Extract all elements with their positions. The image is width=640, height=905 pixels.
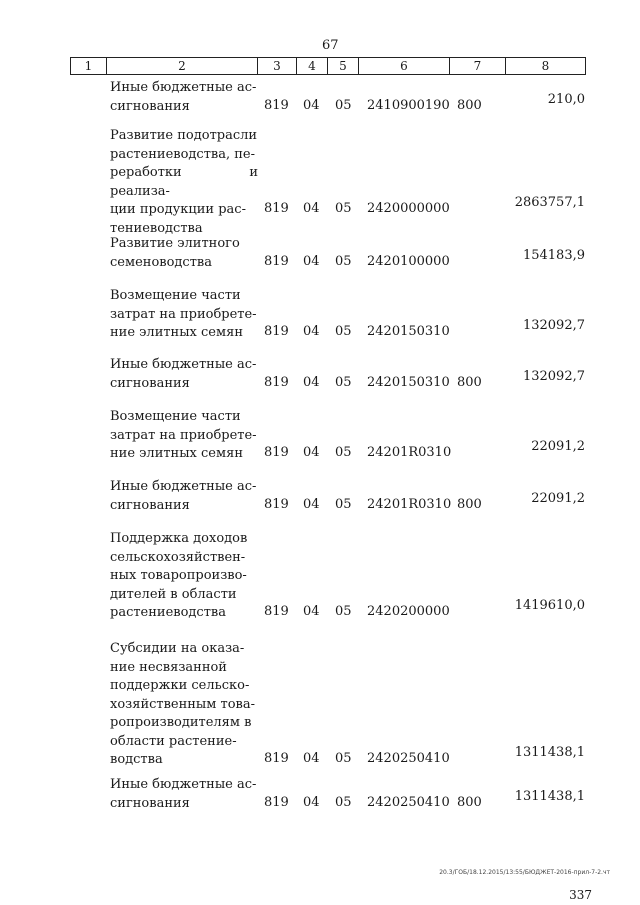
cell-c5: 05 — [335, 374, 352, 390]
cell-c8: 1311438,1 — [514, 745, 585, 760]
description-line: затрат на приобрете- — [110, 306, 257, 322]
cell-c5: 05 — [335, 751, 352, 766]
cell-c4: 04 — [303, 496, 320, 512]
row-description — [110, 640, 258, 770]
description-line: Развитие подотрасли — [110, 128, 258, 143]
cell-c3: 819 — [264, 97, 289, 113]
cell-c7: 800 — [457, 97, 482, 113]
description-line: сельскохозяйствен- — [110, 549, 246, 565]
cell-c8: 1311438,1 — [514, 788, 585, 804]
row-description — [110, 530, 258, 623]
description-line: Возмещение части — [110, 409, 241, 424]
cell-c6: 2420250410 — [367, 751, 450, 766]
cell-c5: 05 — [335, 445, 352, 460]
description-line: затрат на приобрете- — [110, 427, 257, 443]
cell-c8: 210,0 — [547, 91, 585, 107]
row-description — [110, 79, 258, 116]
description-line: ных товаропроизво- — [110, 568, 247, 583]
cell-c8: 22091,2 — [531, 439, 585, 454]
cell-c4: 04 — [303, 201, 320, 216]
cell-c6: 24201R0310 — [367, 496, 452, 512]
row-description — [110, 478, 258, 515]
cell-c7: 800 — [457, 374, 482, 390]
cell-c4: 04 — [303, 374, 320, 390]
header-col-7: 7 — [450, 58, 506, 74]
cell-c4: 04 — [303, 324, 320, 339]
cell-c4: 04 — [303, 97, 320, 113]
cell-c8: 2863757,1 — [514, 195, 585, 210]
cell-c3: 819 — [264, 201, 289, 216]
description-line: сигнования — [110, 375, 190, 391]
row-description — [110, 287, 258, 343]
description-line: Поддержка доходов — [110, 531, 248, 546]
description-line: области растение- — [110, 733, 237, 749]
description-line: растениеводства, пе- — [110, 146, 255, 162]
cell-c5: 05 — [335, 324, 352, 339]
footer-path: 20.3/ГОБ/18.12.2015/13:55/БЮДЖЕТ-2016-прил-7-2.чт — [439, 869, 610, 876]
cell-c3: 819 — [264, 374, 289, 390]
description-line: Субсидии на оказа- — [110, 641, 245, 656]
cell-c7: 800 — [457, 794, 482, 810]
cell-c4: 04 — [303, 253, 320, 269]
cell-c3: 819 — [264, 445, 289, 460]
description-line: растениеводства — [110, 605, 226, 620]
row-description — [110, 127, 258, 238]
description-line: хозяйственным това- — [110, 696, 255, 712]
cell-c6: 2410900190 — [367, 97, 450, 113]
description-line: дителей в области — [110, 586, 237, 602]
header-col-5: 5 — [328, 58, 359, 74]
cell-c6: 2420100000 — [367, 253, 450, 269]
cell-c5: 05 — [335, 97, 352, 113]
cell-c3: 819 — [264, 253, 289, 269]
row-description — [110, 776, 258, 813]
description-line: Иные бюджетные ас- — [110, 357, 257, 372]
description-line: ние элитных семян — [110, 446, 243, 461]
cell-c5: 05 — [335, 604, 352, 619]
cell-c8: 1419610,0 — [514, 598, 585, 613]
description-line: Иные бюджетные ас- — [110, 80, 257, 95]
header-col-1: 1 — [71, 58, 107, 74]
cell-c8: 22091,2 — [531, 490, 585, 506]
cell-c3: 819 — [264, 794, 289, 810]
cell-c6: 24201R0310 — [367, 445, 452, 460]
description-line: сигнования — [110, 795, 190, 811]
cell-c4: 04 — [303, 604, 320, 619]
cell-c5: 05 — [335, 496, 352, 512]
cell-c6: 2420250410 — [367, 794, 450, 810]
description-line: поддержки сельско- — [110, 678, 250, 693]
row-description — [110, 408, 258, 464]
header-col-2: 2 — [107, 58, 258, 74]
cell-c8: 132092,7 — [522, 368, 585, 384]
cell-c7: 800 — [457, 496, 482, 512]
page-number: 67 — [322, 38, 339, 53]
description-line: Иные бюджетные ас- — [110, 777, 257, 792]
header-col-3: 3 — [258, 58, 297, 74]
cell-c3: 819 — [264, 604, 289, 619]
description-line: ции продукции рас- — [110, 202, 246, 217]
cell-c6: 2420000000 — [367, 201, 450, 216]
cell-c6: 2420200000 — [367, 604, 450, 619]
cell-c6: 2420150310 — [367, 374, 450, 390]
description-line: Развитие элитного — [110, 236, 240, 251]
row-description — [110, 356, 258, 393]
cell-c8: 132092,7 — [522, 318, 585, 333]
cell-c5: 05 — [335, 253, 352, 269]
sheet-number: 337 — [569, 888, 592, 902]
row-description — [110, 235, 258, 272]
description-line: Возмещение части — [110, 288, 241, 303]
table-header — [70, 57, 586, 75]
cell-c4: 04 — [303, 445, 320, 460]
cell-c3: 819 — [264, 324, 289, 339]
description-line: семеноводства — [110, 254, 212, 270]
description-line: сигнования — [110, 497, 190, 513]
header-col-6: 6 — [359, 58, 450, 74]
description-line: тениеводства — [110, 220, 203, 236]
cell-c5: 05 — [335, 794, 352, 810]
cell-c6: 2420150310 — [367, 324, 450, 339]
cell-c3: 819 — [264, 751, 289, 766]
description-line: ние элитных семян — [110, 325, 243, 340]
description-line: ние несвязанной — [110, 659, 227, 675]
description-line: ропроизводителям в — [110, 715, 252, 730]
description-line: реработки и реализа- — [110, 165, 258, 199]
cell-c8: 154183,9 — [522, 247, 585, 263]
cell-c4: 04 — [303, 794, 320, 810]
header-col-4: 4 — [297, 58, 328, 74]
cell-c3: 819 — [264, 496, 289, 512]
cell-c4: 04 — [303, 751, 320, 766]
description-line: сигнования — [110, 98, 190, 114]
description-line: водства — [110, 752, 163, 767]
cell-c5: 05 — [335, 201, 352, 216]
description-line: Иные бюджетные ас- — [110, 479, 257, 494]
header-col-8: 8 — [541, 59, 550, 73]
